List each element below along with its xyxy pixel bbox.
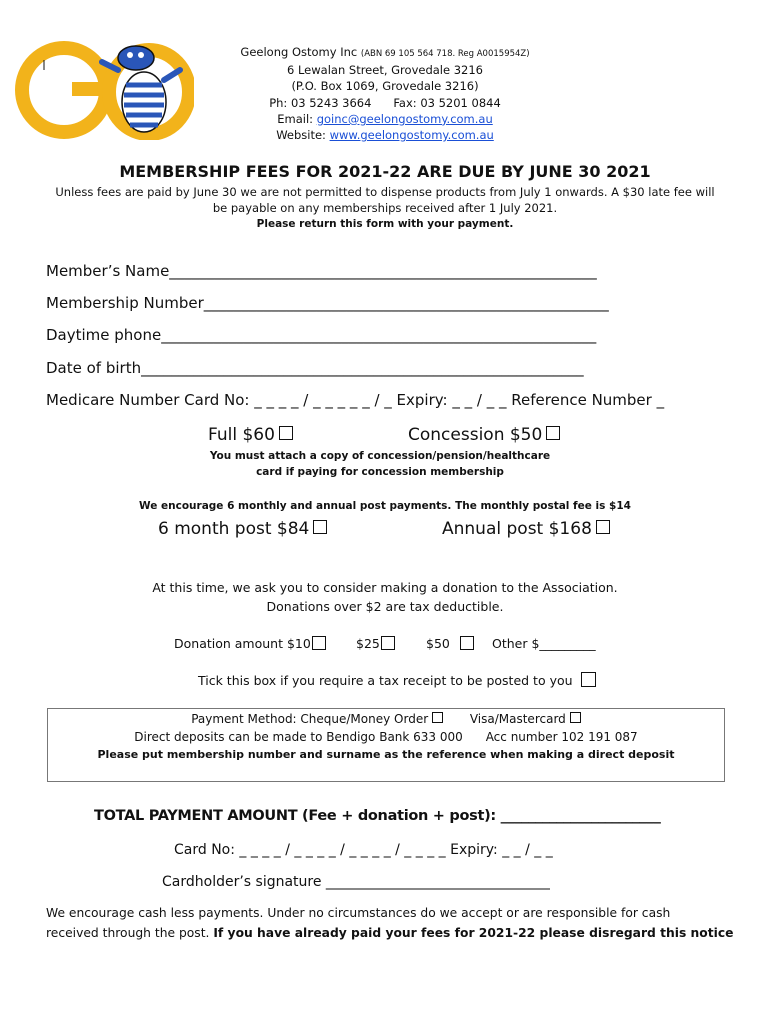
payment-method-label: Payment Method: Cheque/Money Order bbox=[191, 712, 429, 726]
donation-25-option bbox=[356, 636, 395, 652]
daytime-phone-field[interactable]: Daytime phone__________________________________________________________ bbox=[46, 326, 597, 344]
tax-receipt-checkbox[interactable] bbox=[581, 672, 596, 687]
email-link[interactable]: goinc@geelongostomy.com.au bbox=[316, 111, 493, 126]
tax-receipt-label: Tick this box if you require a tax receipt to be posted to you bbox=[198, 673, 573, 688]
footer-line-2: received through the post. bbox=[46, 925, 214, 940]
abn: (ABN 69 105 564 718. Reg A0015954Z) bbox=[360, 49, 530, 59]
donation-10-option bbox=[174, 636, 326, 652]
full-fee-option bbox=[208, 425, 293, 445]
phone: Ph: 03 5243 3664 bbox=[269, 95, 372, 110]
donation-10-checkbox[interactable] bbox=[312, 636, 326, 650]
concession-note-1: You must attach a copy of concession/pension/healthcare bbox=[209, 450, 551, 462]
donation-request bbox=[80, 578, 690, 616]
concession-fee-label: Concession $50 bbox=[408, 425, 543, 445]
post-note: We encourage 6 monthly and annual post payments. The monthly postal fee is $14 bbox=[139, 500, 631, 512]
footer-note bbox=[46, 904, 736, 943]
total-payment-field[interactable]: TOTAL PAYMENT AMOUNT (Fee + donation + post): _______________________ bbox=[94, 808, 661, 824]
member-name-field[interactable]: Member’s Name_________________________________________________________ bbox=[46, 262, 597, 280]
membership-number-field[interactable]: Membership Number______________________________________________________ bbox=[46, 294, 609, 312]
donation-25-checkbox[interactable] bbox=[381, 636, 395, 650]
return-note: Please return this form with your payment. bbox=[256, 218, 514, 230]
medicare-field[interactable]: Medicare Number Card No: _ _ _ _ / _ _ _ _ _ / _ Expiry: _ _ / _ _ Reference Number _ bbox=[46, 391, 665, 409]
six-month-post-checkbox[interactable] bbox=[313, 520, 327, 534]
direct-deposit-bank: Direct deposits can be made to Bendigo Bank 633 000 bbox=[134, 730, 463, 744]
six-month-post-label: 6 month post $84 bbox=[158, 519, 310, 539]
full-fee-label: Full $60 bbox=[208, 425, 275, 445]
donation-25-label: $25 bbox=[356, 636, 380, 651]
donation-50-label: $50 bbox=[426, 636, 450, 651]
signature-field[interactable]: Cardholder’s signature ________________________________ bbox=[162, 874, 550, 890]
tax-receipt-option bbox=[198, 673, 596, 689]
org-header bbox=[190, 44, 580, 143]
logo bbox=[14, 40, 194, 140]
concession-note bbox=[150, 448, 610, 480]
donation-50-checkbox[interactable] bbox=[460, 636, 474, 650]
email-label: Email: bbox=[277, 111, 317, 126]
footer-disregard-note: If you have already paid your fees for 2021-22 please disregard this notice bbox=[213, 925, 734, 940]
notice-line-1: Unless fees are paid by June 30 we are not permitted to dispense products from July 1 onwards. A $30 late fee will bbox=[55, 185, 715, 199]
visa-checkbox[interactable] bbox=[570, 712, 581, 723]
annual-post-label: Annual post $168 bbox=[442, 519, 592, 539]
six-month-post-option bbox=[158, 519, 327, 539]
page-title: MEMBERSHIP FEES FOR 2021-22 ARE DUE BY JUNE 30 2021 bbox=[119, 162, 651, 181]
notice-line-2: be payable on any memberships received after 1 July 2021. bbox=[212, 201, 558, 215]
concession-fee-checkbox[interactable] bbox=[546, 426, 560, 440]
annual-post-checkbox[interactable] bbox=[596, 520, 610, 534]
fee-notice bbox=[40, 184, 730, 232]
org-name: Geelong Ostomy Inc bbox=[240, 45, 358, 59]
account-number: Acc number 102 191 087 bbox=[485, 730, 638, 744]
fax: Fax: 03 5201 0844 bbox=[393, 95, 501, 110]
website-label: Website: bbox=[276, 128, 330, 143]
concession-fee-option bbox=[408, 425, 560, 445]
visa-label: Visa/Mastercard bbox=[469, 712, 566, 726]
donation-line-2: Donations over $2 are tax deductible. bbox=[266, 599, 504, 614]
full-fee-checkbox[interactable] bbox=[279, 426, 293, 440]
annual-post-option bbox=[442, 519, 610, 539]
donation-line-1: At this time, we ask you to consider making a donation to the Association. bbox=[152, 580, 618, 595]
street-address: 6 Lewalan Street, Grovedale 3216 bbox=[287, 63, 483, 78]
po-box: (P.O. Box 1069, Grovedale 3216) bbox=[291, 79, 479, 94]
payment-method-box bbox=[47, 708, 725, 782]
donation-other-field[interactable]: Other $_________ bbox=[492, 636, 596, 651]
donation-50-option bbox=[426, 636, 474, 652]
date-of-birth-field[interactable]: Date of birth___________________________________________________________ bbox=[46, 359, 584, 377]
donation-amount-label: Donation amount $10 bbox=[174, 636, 311, 651]
concession-note-2: card if paying for concession membership bbox=[256, 466, 504, 478]
footer-line-1: We encourage cash less payments. Under no circumstances do we accept or are responsible for cash bbox=[46, 906, 671, 920]
website-link[interactable]: www.geelongostomy.com.au bbox=[329, 128, 494, 143]
reference-instruction: Please put membership number and surname as the reference when making a direct deposit bbox=[97, 748, 675, 761]
cheque-checkbox[interactable] bbox=[432, 712, 443, 723]
card-number-field[interactable]: Card No: _ _ _ _ / _ _ _ _ / _ _ _ _ / _ _ _ _ Expiry: _ _ / _ _ bbox=[174, 842, 553, 858]
